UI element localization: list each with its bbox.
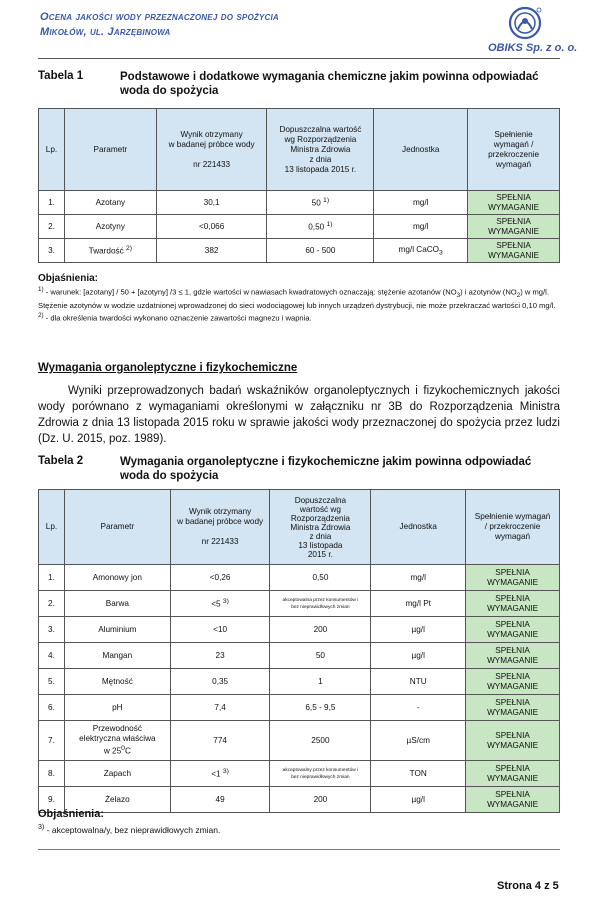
col-unit: Jednostka	[374, 109, 468, 191]
status-badge: SPEŁNIA WYMAGANIE	[466, 721, 560, 761]
page-number: Strona 4 z 5	[497, 880, 559, 892]
header-divider	[38, 58, 560, 59]
cell-parameter: Amonowy jon	[64, 565, 170, 591]
cell-parameter: Twardość $^{2)}$	[64, 239, 156, 263]
table1-explanations-title: Objaśnienia:	[38, 273, 99, 284]
table1-label: Tabela 1	[38, 70, 84, 82]
table2-title: Wymagania organoleptyczne i fizykochemiczne jakim powinna odpowiadać woda do spożycia	[120, 456, 532, 482]
status-badge: SPEŁNIA WYMAGANIE	[466, 643, 560, 669]
cell-result: <0,26	[170, 565, 270, 591]
table-row	[39, 695, 560, 721]
table-row	[39, 787, 560, 813]
table-row	[39, 215, 560, 239]
status-badge: SPEŁNIA WYMAGANIE	[468, 239, 560, 263]
cell-unit: mg/l	[374, 215, 468, 239]
table1-caption	[38, 70, 560, 100]
status-badge: SPEŁNIA WYMAGANIE	[466, 787, 560, 813]
cell-result: <1 $^{3)}$	[170, 761, 270, 787]
col-limit: Dopuszczalna wartość wg Rozporządzenia Ministra Zdrowia z dnia 13 listopada 2015 r.	[267, 109, 374, 191]
cell-limit: 1	[270, 669, 371, 695]
cell-limit: akceptowalna przez konsumentów i bez nieprawidłowych zmian	[270, 591, 371, 617]
cell-result: 30,1	[156, 191, 267, 215]
col-limit: Dopuszczalna wartość wg Rozporządzenia Ministra Zdrowia z dnia 13 listopada 2015 r.	[270, 490, 371, 565]
table1-header-row	[39, 109, 560, 191]
cell-unit: µg/l	[371, 617, 466, 643]
table1-note-2: $^{2)}$ - dla określenia twardości wykonano oznaczenie zawartości magnezu i wapnia.	[38, 312, 312, 323]
col-unit: Jednostka	[371, 490, 466, 565]
status-badge: SPEŁNIA WYMAGANIE	[466, 669, 560, 695]
cell-parameter: Azotany	[64, 191, 156, 215]
cell-parameter: Przewodność elektryczna właściwa w $25^0C$	[64, 721, 170, 761]
table2-label: Tabela 2	[38, 455, 84, 467]
cell-unit: mg/l	[371, 565, 466, 591]
status-badge: SPEŁNIA WYMAGANIE	[466, 591, 560, 617]
cell-unit: -	[371, 695, 466, 721]
table-row	[39, 721, 560, 761]
cell-limit: 2500	[270, 721, 371, 761]
status-badge: SPEŁNIA WYMAGANIE	[468, 191, 560, 215]
obiks-logo-icon	[508, 6, 542, 40]
cell-parameter: Aluminium	[64, 617, 170, 643]
cell-parameter: Barwa	[64, 591, 170, 617]
table-row	[39, 239, 560, 263]
col-parameter: Parametr	[64, 490, 170, 565]
col-lp: Lp.	[39, 109, 65, 191]
col-result: Wynik otrzymany w badanej próbce wody nr 221433	[156, 109, 267, 191]
table1-explanations	[38, 285, 563, 324]
cell-limit: akceptowalny przez konsumentów i bez nieprawidłowych zmian	[270, 761, 371, 787]
section-title: Wymagania organoleptyczne i fizykochemiczne	[38, 362, 298, 374]
col-result: Wynik otrzymany w badanej próbce wody nr 221433	[170, 490, 270, 565]
table-row	[39, 643, 560, 669]
col-status: Spełnienie wymagań / przekroczenie wymagań	[466, 490, 560, 565]
cell-result: 23	[170, 643, 270, 669]
cell-lp: 6.	[39, 695, 65, 721]
table2-header-row	[39, 490, 560, 565]
cell-unit: mg/l Pt	[371, 591, 466, 617]
status-badge: SPEŁNIA WYMAGANIE	[466, 695, 560, 721]
table2-note-1: $^{3)}$ - akceptowalna/y, bez nieprawidłowych zmian.	[38, 823, 221, 835]
cell-parameter: pH	[64, 695, 170, 721]
table2-caption	[38, 455, 560, 485]
cell-limit: 50 $^{1)}$	[267, 191, 374, 215]
header-title-line2: Mikołów, ul. Jarzębinowa	[40, 26, 171, 38]
table2-explanations-title: Objaśnienia:	[38, 808, 105, 820]
cell-lp: 4.	[39, 643, 65, 669]
cell-lp: 2.	[39, 591, 65, 617]
status-badge: SPEŁNIA WYMAGANIE	[466, 617, 560, 643]
cell-limit: 200	[270, 787, 371, 813]
cell-parameter: Azotyny	[64, 215, 156, 239]
cell-unit: NTU	[371, 669, 466, 695]
table-row	[39, 565, 560, 591]
table1	[38, 108, 560, 263]
cell-result: <10	[170, 617, 270, 643]
col-parameter: Parametr	[64, 109, 156, 191]
cell-limit: 0,50 $^{1)}$	[267, 215, 374, 239]
cell-result: 382	[156, 239, 267, 263]
cell-limit: 200	[270, 617, 371, 643]
table2	[38, 489, 560, 813]
cell-unit: µg/l	[371, 787, 466, 813]
cell-result: 49	[170, 787, 270, 813]
cell-lp: 8.	[39, 761, 65, 787]
cell-parameter: Mangan	[64, 643, 170, 669]
cell-lp: 7.	[39, 721, 65, 761]
status-badge: SPEŁNIA WYMAGANIE	[466, 761, 560, 787]
table-row	[39, 617, 560, 643]
cell-unit: µS/cm	[371, 721, 466, 761]
cell-result: 774	[170, 721, 270, 761]
cell-parameter: Żelazo	[64, 787, 170, 813]
cell-parameter: Zapach	[64, 761, 170, 787]
table-row	[39, 191, 560, 215]
cell-limit: 6,5 - 9,5	[270, 695, 371, 721]
document-header	[40, 10, 279, 40]
section-paragraph: Wyniki przeprowadzonych badań wskaźników organoleptycznych i fizykochemicznych jakości wody porównano z wymaganiami określonymi w załączniku nr 3B do Rozporządzenia Ministra Zdrowia z dnia 13 listopada 2015 roku w sprawie jakości wody przeznaczonej do spożycia przez ludzi (Dz. U. 2015, poz. 1989).	[38, 385, 560, 445]
cell-result: 7,4	[170, 695, 270, 721]
cell-parameter: Mętność	[64, 669, 170, 695]
cell-lp: 3.	[39, 239, 65, 263]
cell-lp: 1.	[39, 565, 65, 591]
cell-lp: 5.	[39, 669, 65, 695]
company-name: OBIKS Sp. z o. o.	[488, 42, 578, 54]
cell-unit: µg/l	[371, 643, 466, 669]
cell-result: <0,066	[156, 215, 267, 239]
cell-lp: 9.	[39, 787, 65, 813]
table-row	[39, 591, 560, 617]
cell-unit: mg/l	[374, 191, 468, 215]
cell-unit: mg/l CaCO$_3$	[374, 239, 468, 263]
status-badge: SPEŁNIA WYMAGANIE	[466, 565, 560, 591]
table1-title: Podstawowe i dodatkowe wymagania chemiczne jakim powinna odpowiadać woda do spożycia	[120, 71, 539, 97]
table-row	[39, 761, 560, 787]
cell-result: <5 $^{3)}$	[170, 591, 270, 617]
table-row	[39, 669, 560, 695]
status-badge: SPEŁNIA WYMAGANIE	[468, 215, 560, 239]
col-lp: Lp.	[39, 490, 65, 565]
header-title-line1: Ocena jakości wody przeznaczonej do spożycia	[40, 11, 279, 23]
cell-limit: 50	[270, 643, 371, 669]
table2-explanations	[38, 822, 563, 835]
col-status: Spełnienie wymagań / przekroczenie wymagań	[468, 109, 560, 191]
table1-note-1: $^{1)}$ - warunek: [azotany] / 50 + [azotyny] /3 ≤ 1, gdzie wartości w nawiasach kwadratowych oznaczają: stężenie azotanów $(NO_3)$ i azotynów $(NO_2)$ w mg/l. Stężenie azotynów w wodzie uzdatnionej wprowadzonej do sieci wodociągowej lub innych urządzeń dystrybucji, nie może przekraczać wartości 0,10 mg/l.	[38, 286, 556, 311]
cell-limit: 0,50	[270, 565, 371, 591]
cell-lp: 3.	[39, 617, 65, 643]
cell-lp: 1.	[39, 191, 65, 215]
cell-lp: 2.	[39, 215, 65, 239]
footer-divider	[38, 849, 560, 850]
cell-limit: 60 - 500	[267, 239, 374, 263]
cell-unit: TON	[371, 761, 466, 787]
cell-result: 0,35	[170, 669, 270, 695]
